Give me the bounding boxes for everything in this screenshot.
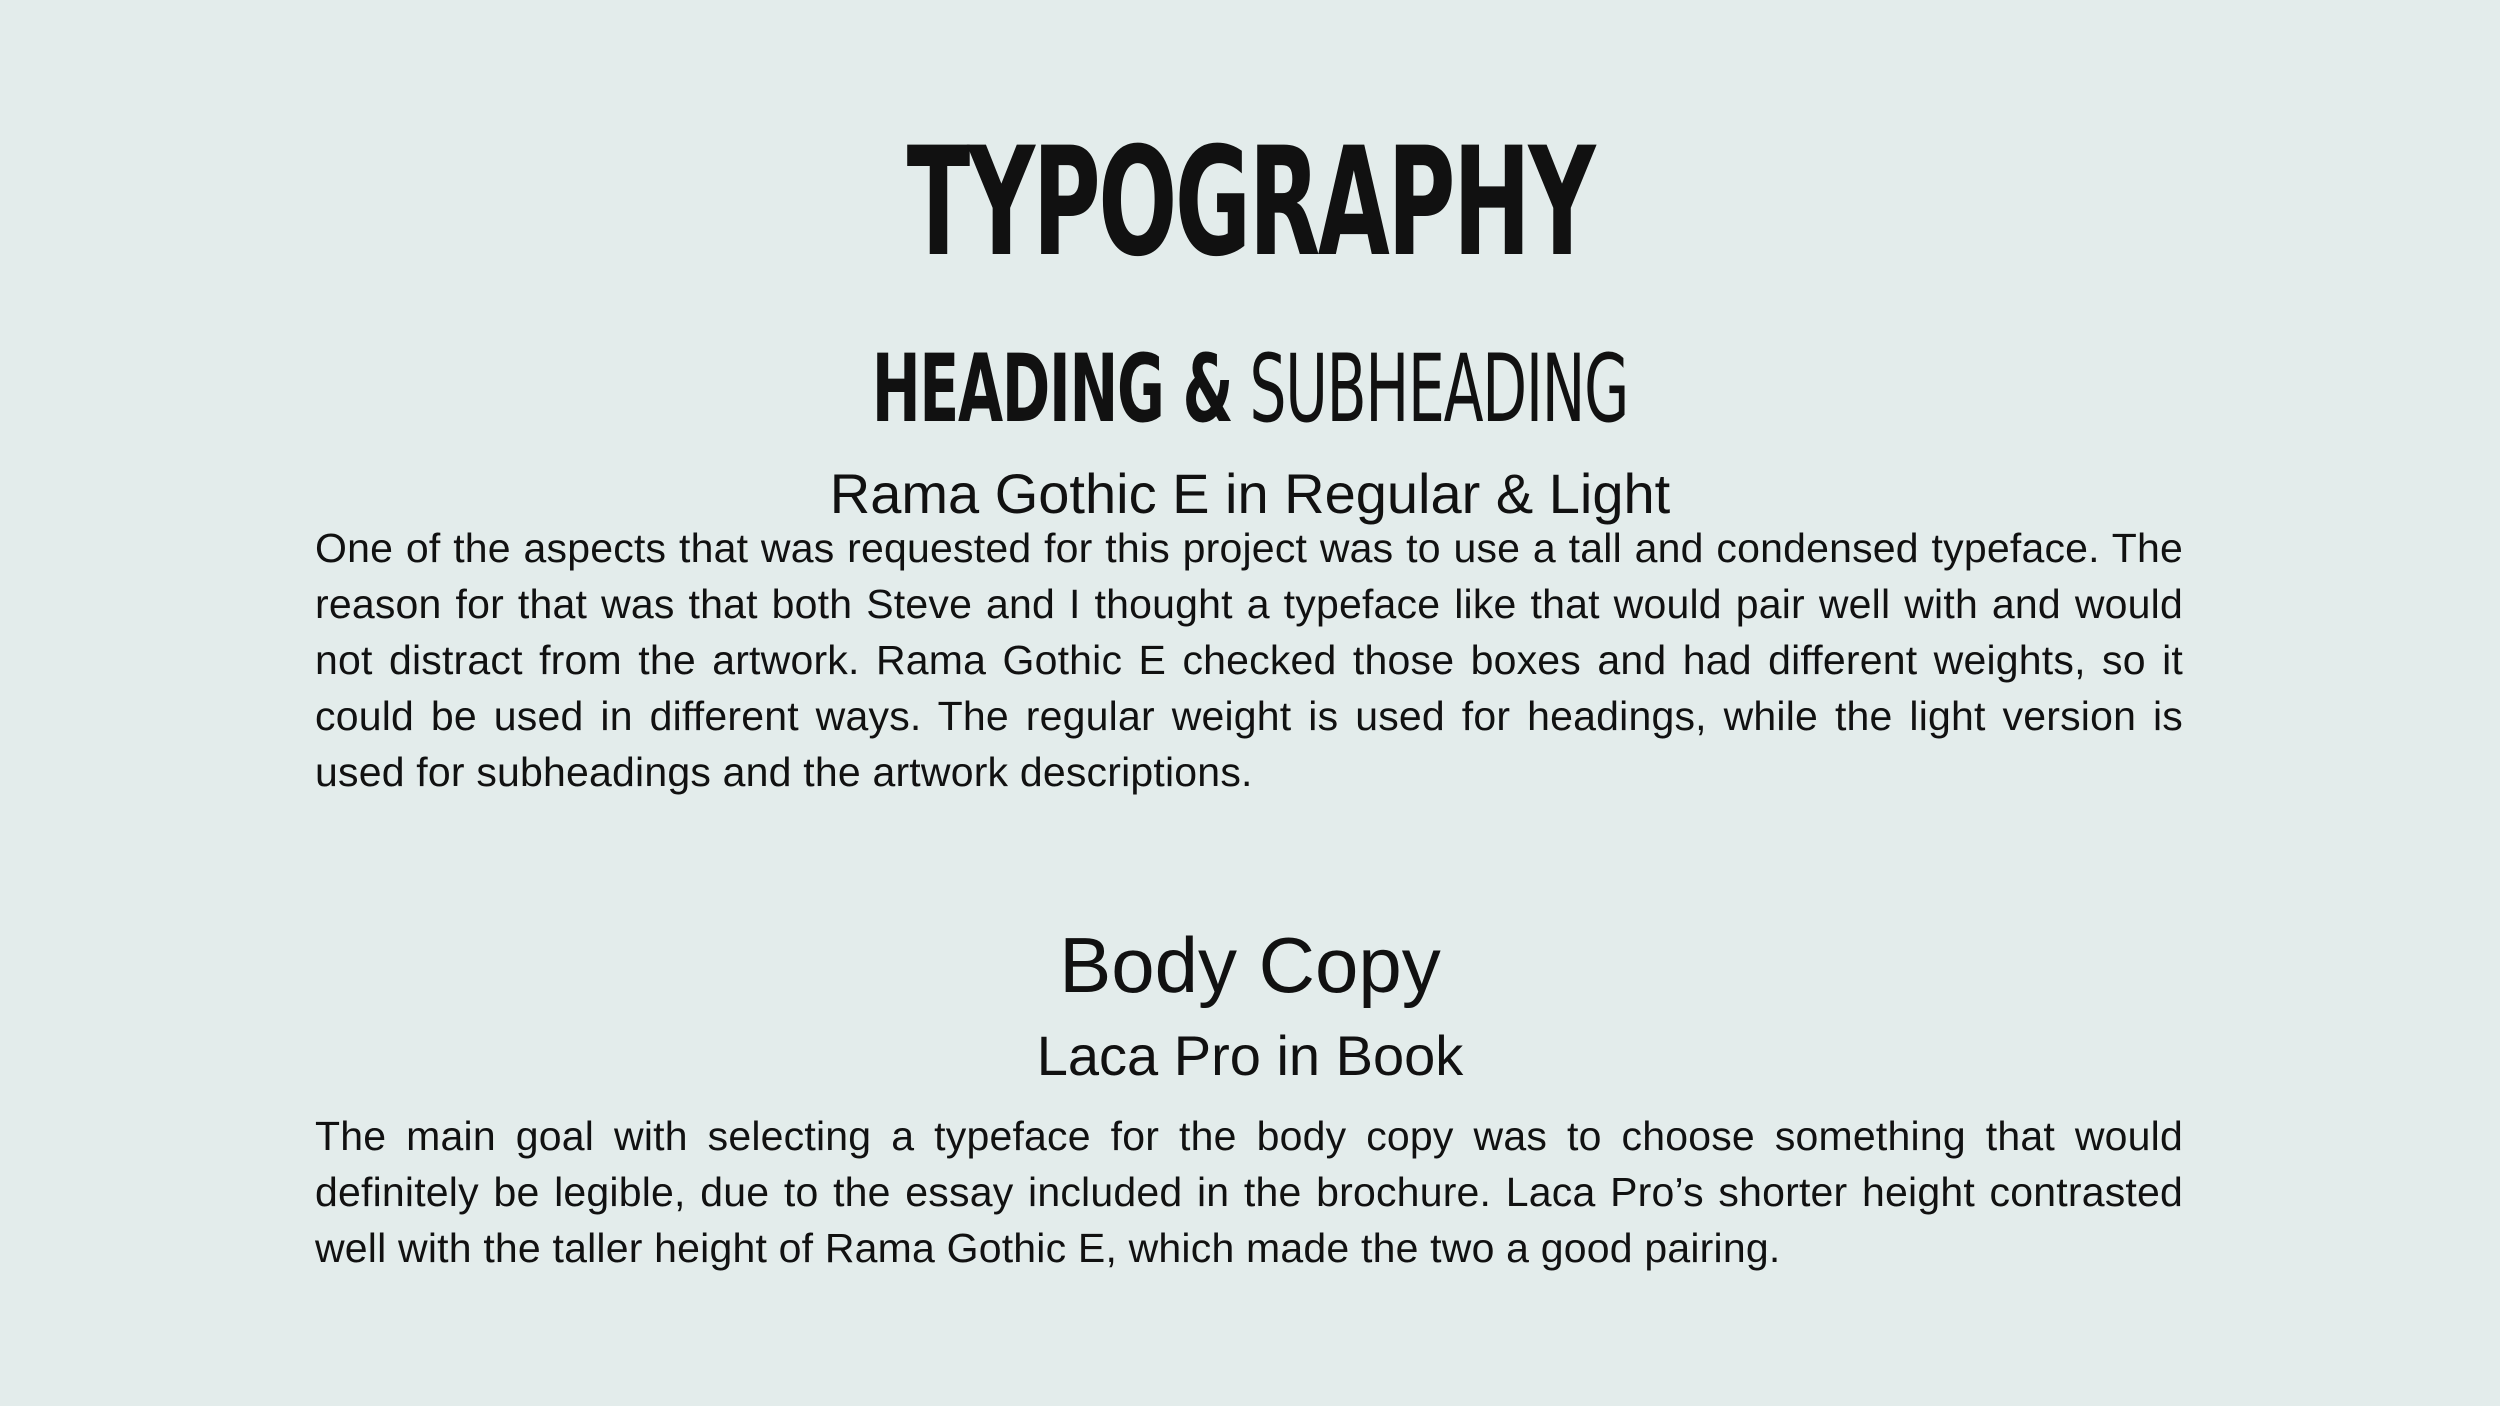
body-description: The main goal with selecting a typeface for the body copy was to choose something that would definitely be legible, due to the essay included in the brochure. Laca Pro’s shorter height contrasted well with the taller height of Rama Gothic E, which made the two a good pairing. xyxy=(315,1113,2183,1271)
heading-label: HEADING & xyxy=(871,335,1233,444)
subheading-label: SUBHEADING xyxy=(1249,335,1629,444)
page-title: TYPOGRAPHY xyxy=(906,116,1594,290)
body-copy-title: Body Copy xyxy=(1059,921,1441,1009)
heading-subheading-title xyxy=(475,337,2025,443)
heading-description: One of the aspects that was requested for this project was to use a tall and condensed typeface. The reason for that was that both Steve and I thought a typeface like that would pair well with and would not distract from the artwork. Rama Gothic E checked those boxes and had different weights, so it could be used in different ways. The regular weight is used for headings, while the light version is used for subheadings and the artwork descriptions. xyxy=(315,525,2183,795)
body-font-name: Laca Pro in Book xyxy=(1036,1024,1464,1087)
heading-font-name: Rama Gothic E in Regular & Light xyxy=(829,462,1671,525)
